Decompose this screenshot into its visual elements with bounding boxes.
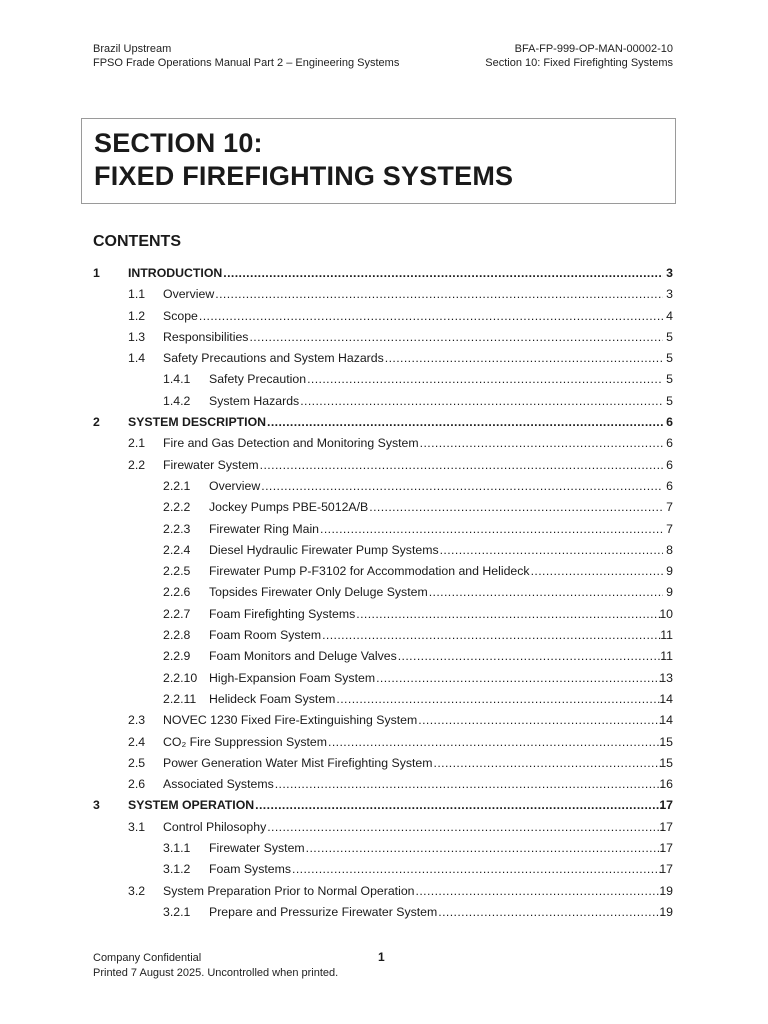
toc-dot-leader <box>260 455 663 476</box>
toc-entry-page: 17 <box>659 841 673 856</box>
toc-entry-title: Scope <box>163 308 198 323</box>
toc-entry[interactable] <box>93 582 673 603</box>
toc-entry-title: Helideck Foam System <box>209 691 336 706</box>
toc-entry-number: 1.1 <box>128 287 146 302</box>
toc-entry-page: 9 <box>666 564 673 579</box>
toc-entry-number: 2.5 <box>128 755 146 770</box>
toc-entry[interactable] <box>93 774 673 795</box>
toc-entry[interactable] <box>93 455 673 476</box>
toc-entry-page: 15 <box>659 755 673 770</box>
toc-dot-leader <box>434 753 664 774</box>
toc-entry-page: 19 <box>659 883 673 898</box>
footer-confidential: Company Confidential <box>93 952 202 964</box>
toc-entry-number: 3 <box>93 798 100 813</box>
toc-entry-number: 1.2 <box>128 308 146 323</box>
toc-entry-page: 8 <box>666 542 673 557</box>
toc-entry[interactable] <box>93 838 673 859</box>
toc-entry-title: NOVEC 1230 Fixed Fire-Extinguishing System <box>163 713 418 728</box>
toc-entry-page: 14 <box>659 713 673 728</box>
toc-entry-number: 2.2.7 <box>163 606 191 621</box>
toc-entry[interactable] <box>93 795 673 816</box>
toc-dot-leader <box>398 646 663 667</box>
section-title-line1: SECTION 10: <box>94 128 263 158</box>
toc-entry[interactable] <box>93 412 673 433</box>
toc-dot-leader <box>307 369 663 390</box>
toc-entry[interactable] <box>93 625 673 646</box>
toc-dot-leader <box>440 540 663 561</box>
footer-printed-note: Printed 7 August 2025. Uncontrolled when printed. <box>93 967 339 979</box>
toc-dot-leader <box>420 433 663 454</box>
section-title-line2: FIXED FIREFIGHTING SYSTEMS <box>94 161 514 191</box>
toc-entry-page: 5 <box>666 351 673 366</box>
toc-dot-leader <box>267 412 663 433</box>
toc-entry[interactable] <box>93 391 673 412</box>
toc-entry[interactable] <box>93 753 673 774</box>
toc-dot-leader <box>369 497 663 518</box>
toc-entry-page: 17 <box>659 862 673 877</box>
toc-entry[interactable] <box>93 433 673 454</box>
toc-entry-page: 11 <box>660 628 673 643</box>
toc-dot-leader <box>292 859 663 880</box>
toc-entry-number: 2.6 <box>128 777 146 792</box>
toc-entry-page: 16 <box>659 777 673 792</box>
toc-dot-leader <box>261 476 663 497</box>
toc-entry-number: 3.1.1 <box>163 841 191 856</box>
contents-heading: CONTENTS <box>93 233 181 250</box>
toc-entry-title: Fire and Gas Detection and Monitoring System <box>163 436 419 451</box>
toc-dot-leader <box>376 668 663 689</box>
toc-entry[interactable] <box>93 859 673 880</box>
header-doc-number: BFA-FP-999-OP-MAN-00002-10 <box>514 43 673 55</box>
toc-entry[interactable] <box>93 327 673 348</box>
toc-entry-number: 2.3 <box>128 713 146 728</box>
toc-entry-page: 17 <box>659 798 673 813</box>
toc-dot-leader <box>223 263 663 284</box>
toc-entry[interactable] <box>93 732 673 753</box>
toc-entry[interactable] <box>93 710 673 731</box>
toc-dot-leader <box>300 391 663 412</box>
toc-entry-title: Topsides Firewater Only Deluge System <box>209 585 428 600</box>
toc-entry[interactable] <box>93 604 673 625</box>
toc-entry-page: 3 <box>666 266 673 280</box>
header-section: Section 10: Fixed Firefighting Systems <box>485 57 673 69</box>
toc-entry-title: Control Philosophy <box>163 819 267 834</box>
toc-entry-number: 3.2 <box>128 883 146 898</box>
toc-entry-number: 2.2.11 <box>163 691 197 706</box>
toc-entry-number: 2.1 <box>128 436 146 451</box>
toc-entry-number: 2.2.9 <box>163 649 191 664</box>
toc-entry-title: Associated Systems <box>163 777 274 792</box>
toc-dot-leader <box>328 732 663 753</box>
toc-entry-number: 2.2.6 <box>163 585 191 600</box>
toc-entry-number: 3.1.2 <box>163 862 191 877</box>
toc-dot-leader <box>416 881 663 902</box>
toc-entry-title: High-Expansion Foam System <box>209 670 376 685</box>
toc-entry-page: 7 <box>666 521 673 536</box>
toc-entry-number: 2.2 <box>128 457 146 472</box>
toc-entry-page: 15 <box>659 734 673 749</box>
toc-entry-page: 5 <box>666 393 673 408</box>
toc-entry-number: 2.2.3 <box>163 521 191 536</box>
toc-entry-title: Responsibilities <box>163 329 249 344</box>
header-company: Brazil Upstream <box>93 43 172 55</box>
toc-entry[interactable] <box>93 817 673 838</box>
toc-entry-number: 1.4.1 <box>163 372 191 387</box>
toc-dot-leader <box>275 774 663 795</box>
toc-entry-page: 10 <box>659 606 673 621</box>
toc-dot-leader <box>438 902 663 923</box>
toc-entry-number: 1.4.2 <box>163 393 191 408</box>
toc-entry-page: 3 <box>666 287 673 302</box>
toc-entry-page: 9 <box>666 585 673 600</box>
toc-entry-number: 2.2.8 <box>163 628 191 643</box>
toc-entry-page: 14 <box>659 691 673 706</box>
toc-entry-title: System Hazards <box>209 393 300 408</box>
toc-dot-leader <box>320 519 663 540</box>
toc-entry-number: 3.1 <box>128 819 146 834</box>
toc-dot-leader <box>429 582 663 603</box>
toc-entry-title: CO₂ Fire Suppression System <box>163 734 328 749</box>
toc-entry[interactable] <box>93 519 673 540</box>
toc-dot-leader <box>418 710 663 731</box>
toc-entry[interactable] <box>93 369 673 390</box>
toc-entry-number: 3.2.1 <box>163 904 191 919</box>
toc-entry-page: 17 <box>659 819 673 834</box>
toc-entry-title: Firewater System <box>163 457 259 472</box>
toc-entry-title: Firewater Pump P-F3102 for Accommodation and Helideck <box>209 564 530 579</box>
toc-entry-number: 2.2.2 <box>163 500 191 515</box>
toc-entry-title: Firewater System <box>209 841 305 856</box>
toc-dot-leader <box>531 561 663 582</box>
toc-entry-number: 1.4 <box>128 351 146 366</box>
toc-entry[interactable] <box>93 348 673 369</box>
toc-entry-page: 6 <box>666 436 673 451</box>
toc-dot-leader <box>199 306 663 327</box>
toc-entry[interactable] <box>93 561 673 582</box>
toc-entry-title: Overview <box>209 478 261 493</box>
toc-entry[interactable] <box>93 902 673 923</box>
toc-entry-number: 1 <box>93 266 100 280</box>
toc-entry-title: Foam Monitors and Deluge Valves <box>209 649 397 664</box>
toc-entry-page: 19 <box>659 904 673 919</box>
toc-dot-leader <box>356 604 663 625</box>
toc-entry-title: System Preparation Prior to Normal Operation <box>163 883 415 898</box>
toc-entry-title: Firewater Ring Main <box>209 521 320 536</box>
toc-entry-page: 7 <box>666 500 673 515</box>
toc-dot-leader <box>322 625 663 646</box>
toc-entry-title: SYSTEM OPERATION <box>128 798 255 813</box>
toc-dot-leader <box>255 795 663 816</box>
section-title-box <box>81 118 676 204</box>
toc-entry-title: Foam Firefighting Systems <box>209 606 356 621</box>
toc-entry-number: 2.4 <box>128 734 146 749</box>
page-number: 1 <box>378 950 385 964</box>
toc-entry[interactable] <box>93 284 673 305</box>
toc-dot-leader <box>336 689 663 710</box>
toc-entry[interactable] <box>93 476 673 497</box>
toc-entry-number: 2.2.1 <box>163 478 191 493</box>
toc-entry-page: 5 <box>666 329 673 344</box>
table-of-contents <box>93 263 673 923</box>
toc-entry-title: INTRODUCTION <box>128 266 223 280</box>
toc-dot-leader <box>306 838 663 859</box>
toc-entry[interactable] <box>93 689 673 710</box>
toc-entry-number: 2.2.4 <box>163 542 191 557</box>
toc-entry-page: 11 <box>660 649 673 664</box>
toc-entry[interactable] <box>93 497 673 518</box>
toc-entry-title: Safety Precaution <box>209 372 307 387</box>
toc-entry-title: Foam Systems <box>209 862 291 877</box>
toc-entry-title: Overview <box>163 287 215 302</box>
toc-entry-page: 6 <box>666 457 673 472</box>
toc-dot-leader <box>385 348 663 369</box>
toc-entry-page: 4 <box>666 308 673 323</box>
toc-entry-page: 6 <box>666 415 673 430</box>
toc-entry-page: 5 <box>666 372 673 387</box>
header-manual-title: FPSO Frade Operations Manual Part 2 – Engineering Systems <box>93 57 400 69</box>
toc-entry-title: Prepare and Pressurize Firewater System <box>209 904 438 919</box>
page-footer <box>93 951 338 981</box>
toc-entry-title: SYSTEM DESCRIPTION <box>128 415 267 430</box>
toc-entry-page: 13 <box>659 670 673 685</box>
toc-entry-number: 1.3 <box>128 329 146 344</box>
toc-entry[interactable] <box>93 306 673 327</box>
toc-dot-leader <box>215 284 663 305</box>
toc-dot-leader <box>249 327 663 348</box>
toc-entry-title: Diesel Hydraulic Firewater Pump Systems <box>209 542 439 557</box>
toc-entry[interactable] <box>93 646 673 667</box>
toc-dot-leader <box>267 817 663 838</box>
toc-entry[interactable] <box>93 668 673 689</box>
toc-entry-title: Power Generation Water Mist Firefighting System <box>163 755 433 770</box>
page-header-left <box>93 42 399 70</box>
toc-entry-title: Safety Precautions and System Hazards <box>163 351 384 366</box>
toc-entry-number: 2.2.5 <box>163 564 191 579</box>
toc-entry-number: 2.2.10 <box>163 670 198 685</box>
toc-entry[interactable] <box>93 881 673 902</box>
toc-entry-title: Foam Room System <box>209 628 322 643</box>
toc-entry-title: Jockey Pumps PBE-5012A/B <box>209 500 369 515</box>
toc-entry-number: 2 <box>93 415 100 430</box>
toc-entry[interactable] <box>93 540 673 561</box>
toc-entry[interactable] <box>93 263 673 284</box>
toc-entry-page: 6 <box>666 478 673 493</box>
page-header-right <box>485 42 673 70</box>
